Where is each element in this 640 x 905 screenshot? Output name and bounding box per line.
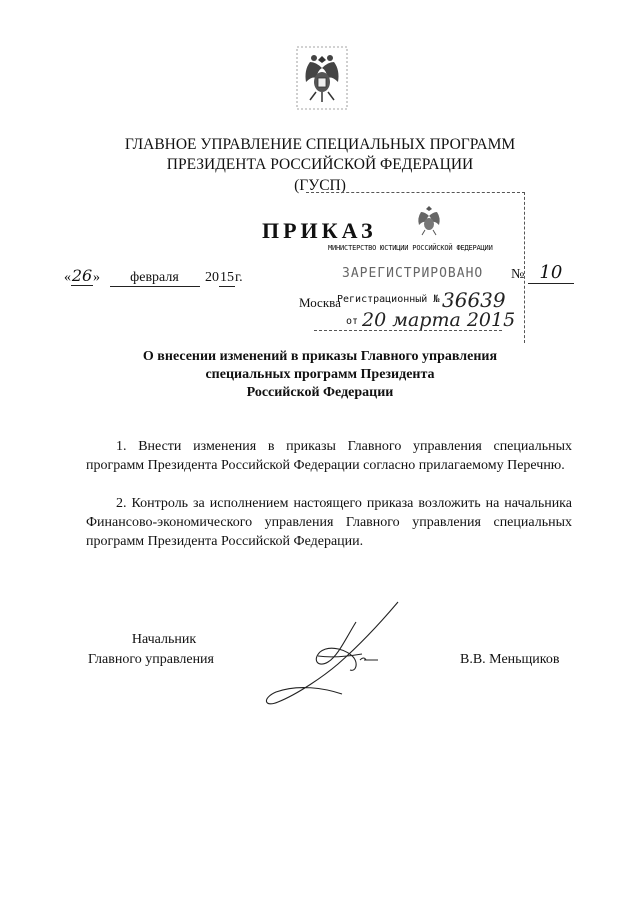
signer-position-line2: Главного управления <box>88 652 214 667</box>
subject-line3: Российской Федерации <box>246 385 394 400</box>
signer-position-line1: Начальник <box>131 632 197 647</box>
stamp-registration-number: 36639 <box>442 288 506 312</box>
order-number-block <box>511 262 574 284</box>
body-paragraph-1: 1. Внести изменения в приказы Главного управления специальных программ Президента Российской Федерации согласно прилагаемому Перечню. <box>86 439 572 473</box>
coat-of-arms-emblem <box>296 46 348 110</box>
stamp-emblem-icon <box>414 203 444 237</box>
organization-name-line2: ПРЕЗИДЕНТА РОССИЙСКОЙ ФЕДЕРАЦИИ <box>166 156 474 173</box>
stamp-status: ЗАРЕГИСТРИРОВАНО <box>342 266 484 281</box>
order-year-suffix: 15 <box>220 270 234 285</box>
handwritten-signature <box>258 598 408 718</box>
order-year-unit: г. <box>235 270 243 285</box>
order-month: февраля <box>110 270 200 287</box>
organization-name-line1: ГЛАВНОЕ УПРАВЛЕНИЕ СПЕЦИАЛЬНЫХ ПРОГРАММ <box>124 136 516 153</box>
order-day: 26 <box>71 266 93 285</box>
organization-abbreviation: (ГУСП) <box>294 177 346 194</box>
subject-line1: О внесении изменений в приказы Главного управления <box>142 349 498 364</box>
date-open-quote: « <box>64 270 71 285</box>
stamp-date-value: 20 марта 2015 <box>362 309 516 331</box>
order-year-prefix: 20 <box>205 270 219 285</box>
stamp-date-prefix: от <box>346 316 359 327</box>
order-city: Москва <box>299 295 341 310</box>
date-close-quote: » <box>93 270 100 285</box>
subject-line2: специальных программ Президента <box>205 367 435 382</box>
stamp-dashed-line <box>314 330 502 331</box>
signer-name: В.В. Меньщиков <box>460 652 560 667</box>
document-title: ПРИКАЗ <box>262 218 377 243</box>
body-paragraph-2: 2. Контроль за исполнением настоящего приказа возложить на начальника Финансово-экономического управления Главного управления специальных программ Президента Российской Федерации. <box>86 496 572 549</box>
stamp-ministry-line: МИНИСТЕРСТВО ЮСТИЦИИ РОССИЙСКОЙ ФЕДЕРАЦИИ <box>328 244 493 252</box>
number-sign: № <box>511 267 525 282</box>
order-date <box>64 266 243 287</box>
stamp-registration-label: Регистрационный № <box>337 294 440 305</box>
order-number: 10 <box>528 262 574 284</box>
